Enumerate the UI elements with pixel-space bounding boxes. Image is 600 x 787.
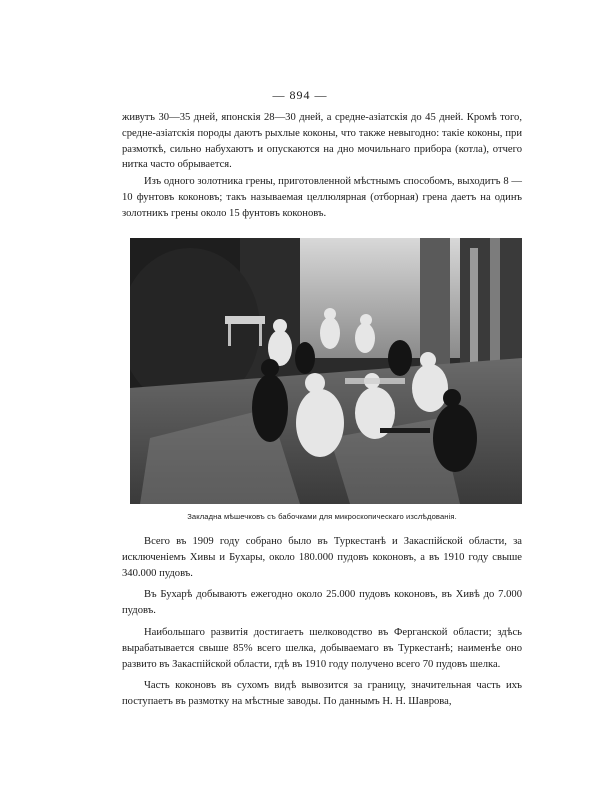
top-text-block xyxy=(122,110,522,223)
paragraph: Въ Бухарѣ добываютъ ежегодно около 25.000 пудовъ коконовъ, въ Хивѣ до 7.000 пудовъ. xyxy=(122,589,522,617)
bottom-text-block xyxy=(122,534,522,716)
photo-illustration xyxy=(130,238,522,504)
paragraph: Всего въ 1909 году собрано было въ Туркестанѣ и Закаспійской области, за исключеніемъ Хивы и Бухары, около 180.000 пудовъ коконовъ, а въ 1910 году свыше 340.000 пудовъ. xyxy=(122,536,522,579)
paragraph: Наибольшаго развитія достигаетъ шелководство въ Ферганской области; здѣсь вырабатывается свыше 85% всего шелка, добываемаго въ Туркестанѣ; наименѣе оно развито въ Закаспійской области, гдѣ въ 1910 году получено всего 70 пудовъ шелка. xyxy=(122,626,522,670)
paragraph: живутъ 30—35 дней, японскія 28—30 дней, а средне-азіатскія до 45 дней. Кромѣ того, средне-азіатскія породы даютъ рыхлые коконы, что также невыгодно: такіе коконы, при размоткѣ, сильно набухаютъ и опускаются на дно мочильнаго прибора (котла), отчего нитка часто обрывается. xyxy=(122,112,522,171)
paragraph: Изъ одного золотника грены, приготовленной мѣстнымъ способомъ, выходитъ 8 — 10 фунтовъ коконовъ; такъ называемая целлюлярная (отборная) грена даетъ на одинъ золотникъ грены около 15 фунтовъ коконовъ. xyxy=(122,176,522,219)
figure-photo xyxy=(130,238,522,504)
paragraph: Часть коконовъ въ сухомъ видѣ вывозится за границу, значительная часть ихъ поступаетъ въ размотку на мѣстные заводы. По даннымъ Н. Н. Шаврова, xyxy=(122,680,522,708)
figure-caption: Закладна мѣшечковъ съ бабочками для микроскопическаго изслѣдованія. xyxy=(187,512,457,521)
page-number: — 894 — xyxy=(272,88,328,102)
